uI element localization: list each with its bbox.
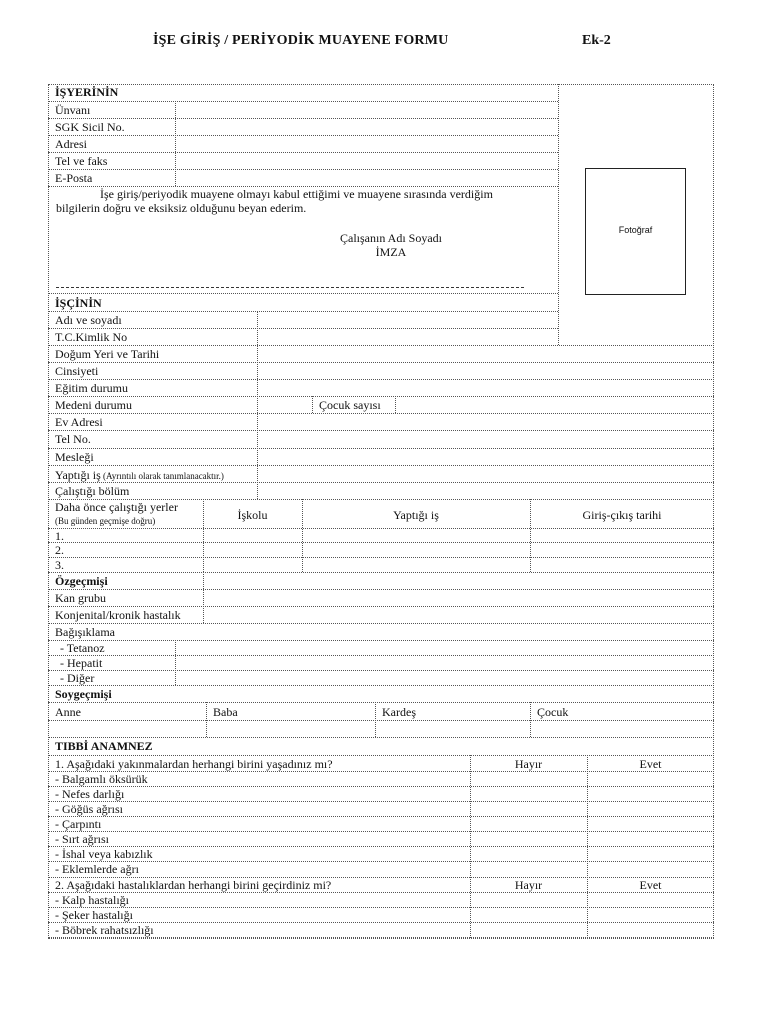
answer-yes-header: Evet: [639, 757, 662, 771]
rule-line: [48, 186, 558, 187]
answer-yes-cell[interactable]: [588, 771, 713, 786]
history-row-label: Konjenital/kronik hastalık: [55, 608, 181, 622]
worker-row-label: Eğitim durumu: [55, 381, 128, 395]
answer-no-cell[interactable]: [471, 816, 586, 831]
answer-no-header: Hayır: [514, 878, 543, 892]
answer-no-cell[interactable]: [471, 801, 586, 816]
worker-field[interactable]: [258, 379, 713, 396]
job-field[interactable]: [258, 465, 713, 482]
symptom-label: - Nefes darlığı: [55, 787, 125, 801]
history-row-label: Kan grubu: [55, 591, 106, 605]
workplace-field[interactable]: [176, 169, 557, 186]
answer-yes-cell[interactable]: [588, 801, 713, 816]
form-code: Ek-2: [582, 33, 611, 48]
previous-job-sector-field[interactable]: [204, 557, 301, 571]
previous-job-dates-field[interactable]: [531, 528, 713, 542]
column-line: [558, 84, 559, 345]
family-member-label: Anne: [55, 705, 81, 719]
disease-label: - Böbrek rahatsızlığı: [55, 923, 154, 937]
workplace-row-label: Tel ve faks: [55, 154, 108, 168]
declaration-text: İşe giriş/periyodik muayene olmayı kabul ettiğimi ve muayene sırasında verdiğim bilgilerin doğru ve eksiksiz olduğunu beyan ederim.: [56, 187, 493, 215]
rule-line: [48, 737, 714, 738]
question-2: 2. Aşağıdaki hastalıklardan herhangi birini geçirdiniz mi?: [55, 878, 332, 892]
rule-line: [48, 685, 714, 686]
previous-job-sector-field[interactable]: [204, 542, 301, 556]
worker-field[interactable]: [258, 328, 557, 345]
answer-yes-cell[interactable]: [588, 907, 713, 922]
vaccine-label: - Diğer: [60, 671, 95, 685]
answer-no-cell[interactable]: [471, 861, 586, 876]
worker-row-label: Mesleği: [55, 450, 94, 464]
rule-line: [48, 938, 714, 939]
family-member-label: Çocuk: [537, 705, 569, 719]
job-note: (Ayrıntılı olarak tanımlanacaktır.): [100, 471, 224, 481]
worker-field[interactable]: [258, 362, 713, 379]
previous-jobs-label: Daha önce çalıştığı yerler: [55, 500, 178, 514]
department-label: Çalıştığı bölüm: [55, 484, 130, 498]
answer-yes-cell[interactable]: [588, 786, 713, 801]
family-member-field[interactable]: [49, 720, 205, 737]
workplace-section-title: İŞYERİNİN: [55, 85, 119, 99]
workplace-row-label: Ünvanı: [55, 103, 91, 117]
vaccine-field[interactable]: [176, 640, 713, 655]
photo-box: [585, 168, 686, 295]
symptom-label: - İshal veya kabızlık: [55, 847, 153, 861]
previous-jobs-note: (Bu günden geçmişe doğru): [55, 516, 156, 526]
col-job: Yaptığı iş: [393, 508, 439, 522]
worker-row-label: Doğum Yeri ve Tarihi: [55, 347, 160, 361]
workplace-field[interactable]: [176, 118, 557, 135]
col-dates: Giriş-çıkış tarihi: [582, 508, 662, 522]
family-member-field[interactable]: [376, 720, 529, 737]
answer-no-cell[interactable]: [471, 771, 586, 786]
answer-no-cell[interactable]: [471, 892, 586, 907]
history-field[interactable]: [204, 606, 713, 623]
answer-yes-cell[interactable]: [588, 846, 713, 861]
worker-field[interactable]: [258, 430, 713, 447]
previous-job-dates-field[interactable]: [531, 542, 713, 556]
worker-field[interactable]: [258, 311, 557, 328]
previous-job-role-field[interactable]: [303, 557, 529, 571]
disease-label: - Kalp hastalığı: [55, 893, 129, 907]
department-field[interactable]: [258, 482, 713, 499]
signature-line: [56, 287, 524, 288]
job-label: Yaptığı iş (Ayrıntılı olarak tanımlanacaktır.): [55, 468, 224, 482]
family-section-title: Soygeçmişi: [55, 687, 112, 701]
column-line: [395, 396, 396, 413]
vaccine-label: - Tetanoz: [60, 641, 105, 655]
previous-job-sector-field[interactable]: [204, 528, 301, 542]
children-count-label: Çocuk sayısı: [319, 398, 381, 412]
symptom-label: - Göğüs ağrısı: [55, 802, 123, 816]
answer-no-cell[interactable]: [471, 831, 586, 846]
answer-no-cell[interactable]: [471, 922, 586, 937]
worker-row-label: Adı ve soyadı: [55, 313, 122, 327]
previous-job-row-number: 3.: [55, 558, 64, 572]
worker-field[interactable]: [258, 345, 713, 362]
worker-row-label: Ev Adresi: [55, 415, 103, 429]
disease-label: - Şeker hastalığı: [55, 908, 133, 922]
workplace-row-label: SGK Sicil No.: [55, 120, 125, 134]
history-field[interactable]: [204, 589, 713, 606]
answer-yes-cell[interactable]: [588, 892, 713, 907]
answer-yes-header: Evet: [639, 878, 662, 892]
anamnesis-section-title: TIBBİ ANAMNEZ: [55, 739, 153, 753]
previous-job-role-field[interactable]: [303, 542, 529, 556]
question-1: 1. Aşağıdaki yakınmalardan herhangi birini yaşadınız mı?: [55, 757, 333, 771]
answer-no-header: Hayır: [514, 757, 543, 771]
workplace-row-label: E-Posta: [55, 171, 93, 185]
workplace-row-label: Adresi: [55, 137, 87, 151]
rule-line: [48, 755, 714, 756]
vaccine-field[interactable]: [176, 655, 713, 670]
previous-job-role-field[interactable]: [303, 528, 529, 542]
vaccine-label: - Hepatit: [60, 656, 103, 670]
column-line: [312, 396, 313, 413]
worker-row-label: Medeni durumu: [55, 398, 132, 412]
col-sector: İşkolu: [237, 508, 268, 522]
symptom-label: - Sırt ağrısı: [55, 832, 109, 846]
worker-field[interactable]: [258, 448, 713, 465]
family-member-field[interactable]: [531, 720, 713, 737]
symptom-label: - Eklemlerde ağrı: [55, 862, 139, 876]
answer-no-cell[interactable]: [471, 786, 586, 801]
signature-label: İMZA: [375, 245, 407, 259]
worker-field[interactable]: [258, 413, 713, 430]
answer-yes-cell[interactable]: [588, 816, 713, 831]
rule-line: [48, 293, 558, 294]
answer-yes-cell[interactable]: [588, 831, 713, 846]
workplace-field[interactable]: [176, 101, 557, 118]
symptom-label: - Çarpıntı: [55, 817, 102, 831]
photo-label: Fotoğraf: [618, 225, 653, 235]
form-title: İŞE GİRİŞ / PERİYODİK MUAYENE FORMU: [153, 33, 449, 48]
worker-section-title: İŞÇİNİN: [55, 296, 102, 310]
previous-job-row-number: 2.: [55, 543, 64, 557]
history-row-label: Bağışıklama: [55, 625, 115, 639]
history-section-title: Özgeçmişi: [55, 574, 108, 588]
answer-no-cell[interactable]: [471, 846, 586, 861]
previous-job-dates-field[interactable]: [531, 557, 713, 571]
previous-job-row-number: 1.: [55, 529, 64, 543]
answer-no-cell[interactable]: [471, 907, 586, 922]
symptom-label: - Balgamlı öksürük: [55, 772, 148, 786]
rule-line: [48, 702, 714, 703]
rule-line: [48, 623, 714, 624]
worker-row-label: T.C.Kimlik No: [55, 330, 128, 344]
vaccine-field[interactable]: [176, 670, 713, 685]
workplace-field[interactable]: [176, 152, 557, 169]
family-member-field[interactable]: [207, 720, 374, 737]
family-member-label: Baba: [213, 705, 238, 719]
worker-row-label: Cinsiyeti: [55, 364, 99, 378]
answer-yes-cell[interactable]: [588, 922, 713, 937]
family-member-label: Kardeş: [382, 705, 416, 719]
worker-row-label: Tel No.: [55, 432, 91, 446]
employee-name-label: Çalışanın Adı Soyadı: [340, 231, 442, 245]
answer-yes-cell[interactable]: [588, 861, 713, 876]
workplace-field[interactable]: [176, 135, 557, 152]
history-field[interactable]: [204, 572, 713, 589]
